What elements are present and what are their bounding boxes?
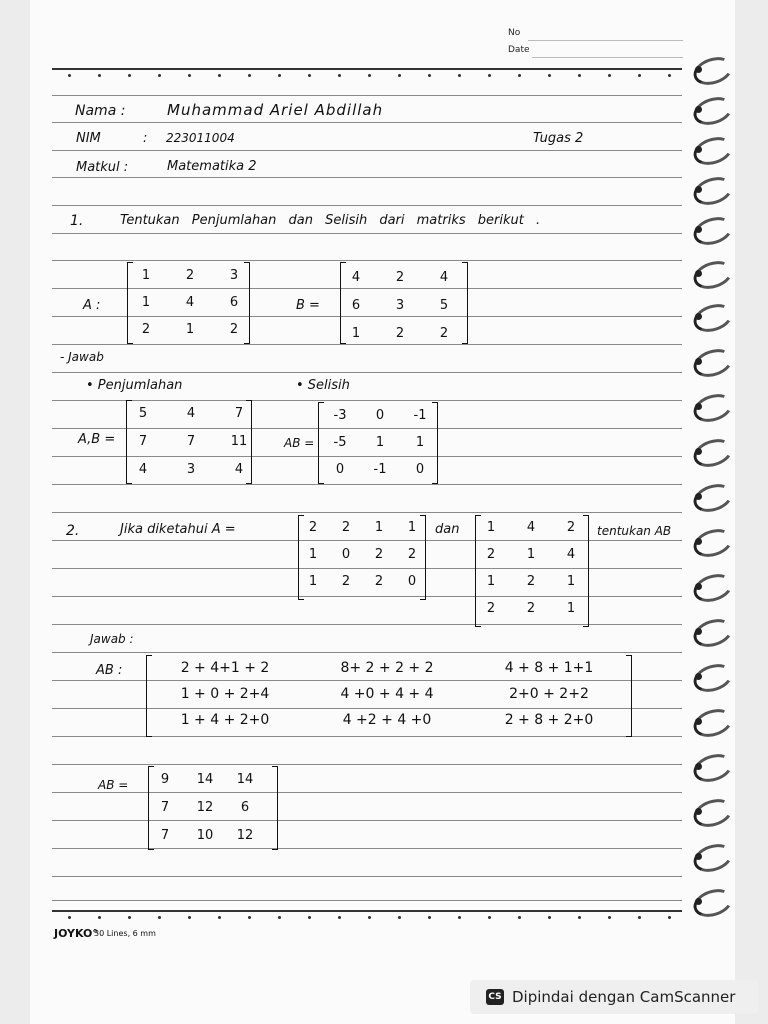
- rule-dot: [278, 74, 281, 77]
- matrix-cell: 2: [566, 520, 576, 535]
- matrix-cell: 4: [439, 270, 449, 285]
- spiral-ring: [693, 440, 737, 462]
- rule-dot: [188, 916, 191, 919]
- matrix-b-bracket-right: [462, 262, 468, 344]
- tugas-label: Tugas 2: [533, 131, 584, 146]
- spiral-ring: [693, 755, 737, 777]
- matrix-cell: 1: [308, 547, 318, 562]
- rule-dot: [338, 916, 341, 919]
- spiral-ring: [693, 530, 737, 552]
- sum-label: A,B =: [78, 432, 116, 447]
- ruled-line: [52, 876, 682, 877]
- ruled-line: [52, 764, 682, 765]
- rule-dot: [578, 74, 581, 77]
- rule-dot: [428, 74, 431, 77]
- spiral-ring: [693, 138, 737, 160]
- matrix-cell: 8+ 2 + 2 + 2: [340, 660, 434, 676]
- spiral-ring: [693, 845, 737, 867]
- matrix-cell: 2: [407, 547, 417, 562]
- matrix-cell: 2: [229, 322, 239, 337]
- matrix-cell: 1: [308, 574, 318, 589]
- matrix-cell: 2 + 8 + 2+0: [504, 712, 594, 728]
- ruled-line: [52, 792, 682, 793]
- matrix-cell: 6: [351, 298, 361, 313]
- matrix-cell: -1: [373, 462, 387, 477]
- matrix-cell: -5: [333, 435, 347, 450]
- matrix-cell: 4: [234, 462, 244, 477]
- matrix-cell: 4: [186, 406, 196, 421]
- matrix-cell: 2+0 + 2+2: [509, 686, 589, 702]
- q2-text: Jika diketahui A =: [120, 522, 236, 537]
- matrix-cell: 2: [526, 574, 536, 589]
- spiral-ring: [693, 665, 737, 687]
- matrix-cell: 1: [486, 520, 496, 535]
- matrix-cell: 3: [229, 268, 239, 283]
- rule-dot: [428, 916, 431, 919]
- matrix-cell: 6: [240, 800, 250, 815]
- q2-number: 2.: [66, 523, 80, 539]
- scanner-text: Dipindai dengan CamScanner: [512, 988, 736, 1006]
- matrix-cell: -1: [413, 408, 427, 423]
- ruled-line: [52, 400, 682, 401]
- ruled-line: [52, 95, 682, 96]
- sum-title: • Penjumlahan: [86, 378, 183, 393]
- diff-bracket-left: [318, 402, 324, 484]
- matrix-cell: 2 + 4+1 + 2: [180, 660, 270, 676]
- matrix-cell: 1: [375, 435, 385, 450]
- matrix-cell: 9: [160, 772, 170, 787]
- spiral-ring: [693, 575, 737, 597]
- matkul-label: Matkul :: [76, 160, 129, 175]
- ruled-line: [52, 484, 682, 485]
- ruled-line: [52, 900, 682, 901]
- spiral-ring: [693, 262, 737, 284]
- q1-jawab: - Jawab: [60, 350, 104, 364]
- matrix-cell: 1: [566, 574, 576, 589]
- result-label: AB =: [98, 778, 129, 792]
- brand-subtitle: 30 Lines, 6 mm: [94, 929, 156, 938]
- matrix-cell: 5: [439, 298, 449, 313]
- matrix-cell: 10: [196, 828, 214, 843]
- ruled-line: [52, 652, 682, 653]
- rule-dot: [308, 916, 311, 919]
- q2-tentukan: tentukan AB: [597, 524, 672, 538]
- matrix-cell: 2: [526, 601, 536, 616]
- matrix-cell: 1 + 4 + 2+0: [180, 712, 270, 728]
- nama-value: Muhammad Ariel Abdillah: [167, 101, 384, 119]
- matrix-cell: 2: [185, 268, 195, 283]
- rule-dot: [368, 916, 371, 919]
- rule-dot: [338, 74, 341, 77]
- matrix-cell: 3: [186, 462, 196, 477]
- rule-dot: [638, 916, 641, 919]
- matrix-cell: 2: [486, 547, 496, 562]
- matrix-cell: 11: [230, 434, 248, 449]
- rule-dot: [518, 74, 521, 77]
- bottom-rule: [52, 910, 682, 914]
- matrix-cell: 1: [141, 268, 151, 283]
- rule-dot: [608, 916, 611, 919]
- matrix-cell: 7: [160, 800, 170, 815]
- matrix-cell: 1: [407, 520, 417, 535]
- matrix-cell: 1: [566, 601, 576, 616]
- diff-label: AB =: [284, 436, 315, 450]
- matrix-cell: 7: [160, 828, 170, 843]
- ruled-line: [52, 512, 682, 513]
- rule-dot: [458, 916, 461, 919]
- matrix-cell: 2: [374, 574, 384, 589]
- matrix-cell: 1: [351, 326, 361, 341]
- spiral-ring: [693, 98, 737, 120]
- ruled-line: [52, 233, 682, 234]
- rule-dot: [518, 916, 521, 919]
- spiral-ring: [693, 305, 737, 327]
- matrix-cell: 12: [196, 800, 214, 815]
- spiral-ring: [693, 800, 737, 822]
- matrix-cell: 14: [196, 772, 214, 787]
- rule-dot: [68, 74, 71, 77]
- rule-dot: [278, 916, 281, 919]
- nim-value: 223011004: [166, 131, 235, 145]
- rule-dot: [188, 74, 191, 77]
- matrix-cell: 1: [185, 322, 195, 337]
- matrix-cell: 2: [439, 326, 449, 341]
- ruled-line: [52, 456, 682, 457]
- rule-dot: [488, 916, 491, 919]
- rule-dot: [158, 74, 161, 77]
- rule-dot: [608, 74, 611, 77]
- matrix-cell: 3: [395, 298, 405, 313]
- rule-dot: [308, 74, 311, 77]
- matrix-b-label: B =: [296, 298, 320, 313]
- ruled-line: [52, 122, 682, 123]
- matrix-cell: 4: [351, 270, 361, 285]
- result-bracket-right: [272, 766, 278, 850]
- ruled-line: [52, 428, 682, 429]
- expand-bracket-left: [146, 655, 152, 737]
- ruled-line: [52, 316, 682, 317]
- rule-dot: [548, 916, 551, 919]
- matrix-cell: 4: [185, 295, 195, 310]
- spiral-ring: [693, 485, 737, 507]
- matrix-cell: 1: [415, 435, 425, 450]
- q1-number: 1.: [70, 213, 84, 229]
- rule-dot: [548, 74, 551, 77]
- camscanner-icon: CS: [486, 989, 504, 1005]
- rule-dot: [248, 916, 251, 919]
- rule-dot: [668, 74, 671, 77]
- matrix-a-label: A :: [83, 298, 101, 313]
- matrix-cell: 0: [335, 462, 345, 477]
- matrix-cell: 4: [138, 462, 148, 477]
- scanner-badge: [470, 980, 758, 1014]
- no-label: No: [508, 28, 521, 38]
- spiral-ring: [693, 218, 737, 240]
- matrix-cell: 0: [341, 547, 351, 562]
- matrix-cell: 0: [415, 462, 425, 477]
- matrix-cell: -3: [333, 408, 347, 423]
- rule-dot: [218, 916, 221, 919]
- rule-dot: [128, 74, 131, 77]
- matrix-cell: 1: [526, 547, 536, 562]
- ruled-line: [52, 150, 682, 151]
- rule-dot: [248, 74, 251, 77]
- matrix-cell: 4 + 8 + 1+1: [504, 660, 594, 676]
- rule-dot: [638, 74, 641, 77]
- rule-dot: [98, 74, 101, 77]
- nim-colon: :: [143, 131, 148, 146]
- rule-dot: [398, 916, 401, 919]
- matrix-cell: 7: [186, 434, 196, 449]
- brand-logo: JOYKO°: [54, 927, 98, 940]
- rule-dot: [158, 916, 161, 919]
- spiral-ring: [693, 620, 737, 642]
- matrix-cell: 2: [374, 547, 384, 562]
- matrix-cell: 2: [341, 574, 351, 589]
- q2-jawab: Jawab :: [90, 632, 134, 646]
- rule-dot: [488, 74, 491, 77]
- spiral-ring: [693, 890, 737, 912]
- rule-dot: [458, 74, 461, 77]
- matrix-cell: 2: [486, 601, 496, 616]
- spiral-ring: [693, 178, 737, 200]
- spiral-ring: [693, 350, 737, 372]
- date-label: Date: [508, 45, 530, 55]
- nim-label: NIM: [76, 131, 101, 146]
- matkul-value: Matematika 2: [167, 159, 257, 174]
- spiral-ring: [693, 395, 737, 417]
- rule-dot: [128, 916, 131, 919]
- nama-label: Nama :: [75, 103, 126, 119]
- rule-dot: [218, 74, 221, 77]
- rule-dot: [578, 916, 581, 919]
- matrix-cell: 1: [374, 520, 384, 535]
- matrix-cell: 6: [229, 295, 239, 310]
- matrix-cell: 4 +0 + 4 + 4: [340, 686, 434, 702]
- matrix-cell: 2: [395, 270, 405, 285]
- ruled-line: [52, 288, 682, 289]
- matrix-cell: 4: [526, 520, 536, 535]
- ruled-line: [52, 260, 682, 261]
- matrix-cell: 7: [138, 434, 148, 449]
- matrix-cell: 0: [407, 574, 417, 589]
- expand-bracket-right: [626, 655, 632, 737]
- matrix-cell: 4: [566, 547, 576, 562]
- ab-label: AB :: [96, 663, 123, 678]
- diff-title: • Selisih: [296, 378, 350, 393]
- ruled-line: [52, 177, 682, 178]
- ruled-line: [52, 205, 682, 206]
- matrix-cell: 1: [141, 295, 151, 310]
- q2-dan: dan: [435, 522, 460, 537]
- rule-dot: [668, 916, 671, 919]
- q1-text: Tentukan Penjumlahan dan Selisih dari matriks berikut .: [120, 213, 541, 228]
- matrix-cell: 2: [395, 326, 405, 341]
- rule-dot: [98, 916, 101, 919]
- top-rule: [52, 68, 682, 72]
- matrix-cell: 5: [138, 406, 148, 421]
- rule-dot: [68, 916, 71, 919]
- spiral-ring: [693, 710, 737, 732]
- ruled-line: [52, 848, 682, 849]
- spiral-ring: [693, 58, 737, 80]
- rule-dot: [398, 74, 401, 77]
- matrix-cell: 4 +2 + 4 +0: [342, 712, 432, 728]
- ruled-line: [52, 820, 682, 821]
- matrix-cell: 2: [308, 520, 318, 535]
- matrix-cell: 2: [141, 322, 151, 337]
- matrix-cell: 12: [236, 828, 254, 843]
- matrix-cell: 7: [234, 406, 244, 421]
- ruled-line: [52, 344, 682, 345]
- matrix-cell: 2: [341, 520, 351, 535]
- matrix-cell: 1 + 0 + 2+4: [180, 686, 270, 702]
- matrix-cell: 1: [486, 574, 496, 589]
- matrix-cell: 14: [236, 772, 254, 787]
- matrix-cell: 0: [375, 408, 385, 423]
- rule-dot: [368, 74, 371, 77]
- ruled-line: [52, 372, 682, 373]
